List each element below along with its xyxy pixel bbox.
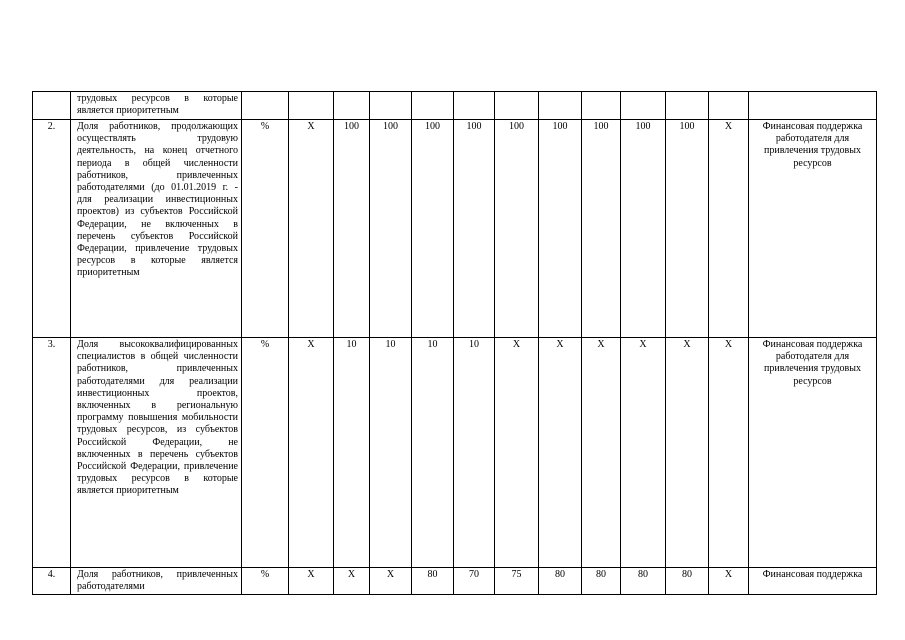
program-cell: Финансовая поддержка — [749, 568, 877, 595]
value-cell: 10 — [454, 338, 495, 568]
row-number — [33, 92, 71, 120]
table-row — [33, 568, 877, 595]
value-cell: 100 — [582, 120, 621, 338]
value-cell — [412, 92, 454, 120]
value-cell: 100 — [412, 120, 454, 338]
value-cell: 80 — [621, 568, 666, 595]
value-cell: 100 — [454, 120, 495, 338]
value-cell: X — [289, 338, 334, 568]
unit-cell: % — [242, 568, 289, 595]
indicator-description: трудовых ресурсов в которые является приоритетным — [71, 92, 242, 120]
value-cell: 100 — [334, 120, 370, 338]
value-cell: X — [666, 338, 709, 568]
value-cell: X — [539, 338, 582, 568]
value-cell — [621, 92, 666, 120]
value-cell: 80 — [666, 568, 709, 595]
indicator-description: Доля работников, продолжающих осуществлять трудовую деятельность, на конец отчетного периода в общей численности работников, привлеченных работодателями (до 01.01.2019 г. - для реализации инвестиционных проектов) из субъектов Российской Федерации, не включенных в перечень субъектов Российской Федерации, привлечение трудовых ресурсов в которые является приоритетным — [71, 120, 242, 338]
table-row — [33, 338, 877, 568]
value-cell: X — [289, 568, 334, 595]
value-cell: 100 — [666, 120, 709, 338]
value-cell: X — [370, 568, 412, 595]
value-cell: X — [709, 568, 749, 595]
program-cell: Финансовая поддержка работодателя для привлечения трудовых ресурсов — [749, 120, 877, 338]
indicators-table — [32, 91, 877, 595]
value-cell — [370, 92, 412, 120]
table-row — [33, 120, 877, 338]
value-cell: X — [709, 120, 749, 338]
table-row — [33, 92, 877, 120]
value-cell: 80 — [412, 568, 454, 595]
value-cell — [709, 92, 749, 120]
value-cell: 70 — [454, 568, 495, 595]
indicator-description: Доля высококвалифицированных специалистов в общей численности работников, привлеченных работодателями для реализации инвестиционных проектов, включенных в региональную программу повышения мобильности трудовых ресурсов, из субъектов Российской Федерации, не включенных в перечень субъектов Российской Федерации, привлечение трудовых ресурсов в которые является приоритетным — [71, 338, 242, 568]
unit-cell — [242, 92, 289, 120]
value-cell: 100 — [370, 120, 412, 338]
value-cell: X — [495, 338, 539, 568]
value-cell: 80 — [582, 568, 621, 595]
program-cell: Финансовая поддержка работодателя для привлечения трудовых ресурсов — [749, 338, 877, 568]
value-cell: X — [621, 338, 666, 568]
value-cell — [289, 92, 334, 120]
value-cell: 10 — [412, 338, 454, 568]
value-cell: 75 — [495, 568, 539, 595]
value-cell — [582, 92, 621, 120]
value-cell: 100 — [539, 120, 582, 338]
value-cell — [666, 92, 709, 120]
value-cell — [454, 92, 495, 120]
indicator-description: Доля работников, привлеченных работодателями — [71, 568, 242, 595]
value-cell: X — [334, 568, 370, 595]
value-cell — [495, 92, 539, 120]
value-cell: 10 — [334, 338, 370, 568]
program-cell — [749, 92, 877, 120]
row-number: 2. — [33, 120, 71, 338]
row-number: 4. — [33, 568, 71, 595]
value-cell: X — [582, 338, 621, 568]
unit-cell: % — [242, 120, 289, 338]
row-number: 3. — [33, 338, 71, 568]
value-cell — [539, 92, 582, 120]
value-cell — [334, 92, 370, 120]
value-cell: X — [289, 120, 334, 338]
value-cell: 100 — [495, 120, 539, 338]
value-cell: X — [709, 338, 749, 568]
value-cell: 10 — [370, 338, 412, 568]
value-cell: 80 — [539, 568, 582, 595]
value-cell: 100 — [621, 120, 666, 338]
unit-cell: % — [242, 338, 289, 568]
